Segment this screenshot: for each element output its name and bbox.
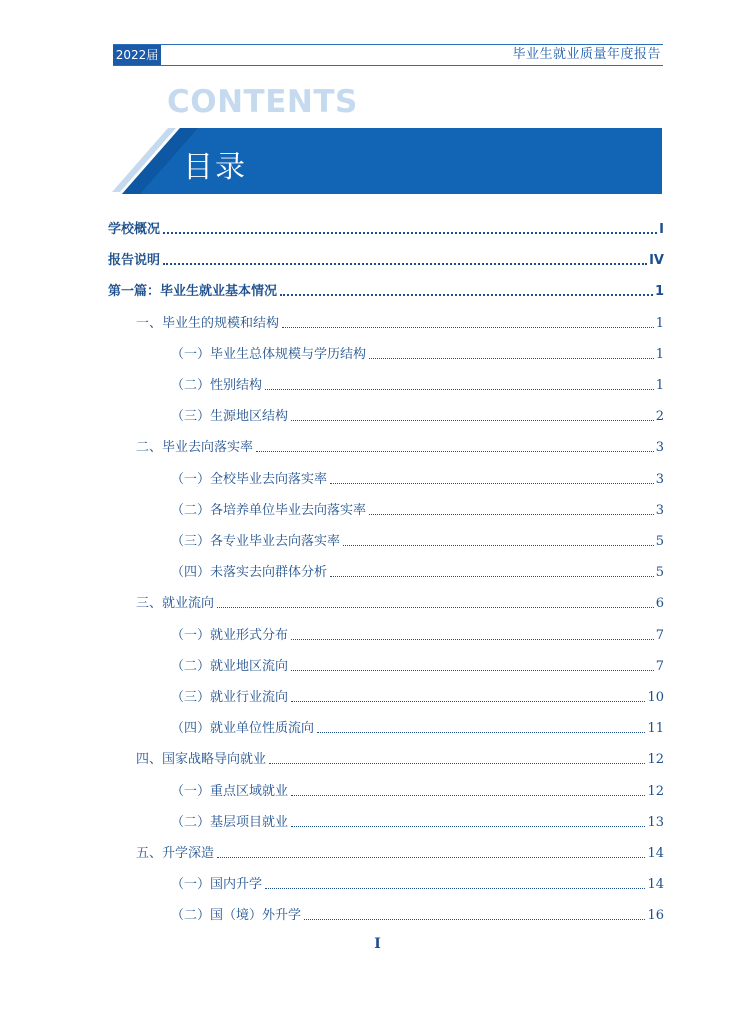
toc-title: 目录 [183, 150, 247, 185]
toc-entry-label: （二）国（境）外升学 [171, 908, 302, 923]
toc-entry-page: 1 [654, 284, 664, 299]
toc-entry[interactable] [171, 499, 664, 519]
toc-entry[interactable] [108, 280, 664, 300]
toc-entry-page: 2 [655, 409, 664, 424]
toc-entry[interactable] [171, 904, 664, 924]
toc-dot-leader [330, 576, 654, 577]
toc-dot-leader [163, 263, 647, 265]
toc-entry[interactable] [171, 655, 664, 675]
toc-dot-leader [265, 888, 645, 889]
toc-entry-page: 7 [655, 628, 664, 643]
toc-entry-label: （一）重点区域就业 [171, 784, 289, 799]
toc-entry[interactable] [171, 811, 664, 831]
toc-entry-label: 报告说明 [108, 253, 161, 268]
toc-entry-label: （三）各专业毕业去向落实率 [171, 534, 341, 549]
toc-dot-leader [280, 294, 653, 296]
toc-entry-label: （二）基层项目就业 [171, 815, 289, 830]
toc-entry-label: （一）国内升学 [171, 877, 263, 892]
toc-dot-leader [269, 763, 645, 764]
toc-entry-page: 12 [647, 752, 664, 767]
toc-entry-page: 1 [655, 378, 664, 393]
toc-entry[interactable] [136, 748, 664, 768]
toc-entry-page: 3 [655, 503, 664, 518]
toc-dot-leader [256, 451, 654, 452]
toc-entry-page: 12 [647, 784, 664, 799]
toc-entry-page: 1 [655, 347, 664, 362]
toc-entry-label: 学校概况 [108, 222, 161, 237]
page-header [113, 44, 663, 66]
toc-dot-leader [369, 358, 654, 359]
toc-entry-page: 13 [647, 815, 664, 830]
toc-entry-page: 14 [647, 846, 664, 861]
toc-entry[interactable] [171, 468, 664, 488]
toc-entry[interactable] [171, 530, 664, 550]
toc-entry-label: 第一篇：毕业生就业基本情况 [108, 284, 278, 299]
toc-entry-label: （一）就业形式分布 [171, 628, 289, 643]
toc-dot-leader [217, 607, 654, 608]
toc-dot-leader [291, 795, 645, 796]
toc-entry-label: 一、毕业生的规模和结构 [136, 316, 280, 331]
toc-entry[interactable] [171, 405, 664, 425]
toc-dot-leader [343, 545, 654, 546]
toc-entry-label: 三、就业流向 [136, 596, 215, 611]
toc-entry-page: I [659, 222, 664, 237]
toc-entry-label: （四）未落实去向群体分析 [171, 565, 328, 580]
toc-entry-label: （一）全校毕业去向落实率 [171, 472, 328, 487]
toc-entry[interactable] [171, 873, 664, 893]
toc-entry[interactable] [136, 436, 664, 456]
toc-entry-page: 3 [655, 440, 664, 455]
toc-entry-page: 16 [647, 908, 664, 923]
toc-entry[interactable] [171, 686, 664, 706]
toc-entry-label: （三）生源地区结构 [171, 409, 289, 424]
toc-entry[interactable] [108, 218, 664, 238]
toc-entry[interactable] [136, 842, 664, 862]
toc-entry-label: 二、毕业去向落实率 [136, 440, 254, 455]
header-year-badge: 2022届 [113, 45, 161, 65]
header-report-title: 毕业生就业质量年度报告 [512, 47, 661, 62]
toc-entry-page: 5 [655, 565, 664, 580]
toc-entry-label: （一）毕业生总体规模与学历结构 [171, 347, 367, 362]
toc-entry-label: 五、升学深造 [136, 846, 215, 861]
toc-entry-page: 6 [655, 596, 664, 611]
toc-entry[interactable] [136, 312, 664, 332]
toc-entry[interactable] [171, 717, 664, 737]
toc-dot-leader [282, 327, 654, 328]
toc-entry-label: （二）就业地区流向 [171, 659, 289, 674]
toc-dot-leader [163, 232, 657, 234]
toc-entry-label: （三）就业行业流向 [171, 690, 289, 705]
toc-dot-leader [291, 670, 654, 671]
toc-dot-leader [291, 701, 645, 702]
contents-heading-en: CONTENTS [167, 84, 358, 120]
toc-dot-leader [291, 826, 645, 827]
toc-entry-page: 5 [655, 534, 664, 549]
toc-entry-page: IV [649, 253, 664, 268]
toc-dot-leader [304, 919, 645, 920]
toc-entry-page: 1 [655, 316, 664, 331]
toc-entry-page: 14 [647, 877, 664, 892]
toc-entry-page: 3 [655, 472, 664, 487]
toc-entry[interactable] [171, 624, 664, 644]
toc-entry-label: （四）就业单位性质流向 [171, 721, 315, 736]
toc-entry[interactable] [171, 343, 664, 363]
toc-dot-leader [265, 389, 654, 390]
toc-dot-leader [217, 857, 645, 858]
toc-entry[interactable] [136, 592, 664, 612]
toc-entry-page: 7 [655, 659, 664, 674]
toc-entry-page: 11 [647, 721, 664, 736]
page-number: I [374, 936, 381, 952]
toc-dot-leader [291, 420, 654, 421]
toc-dot-leader [291, 639, 654, 640]
toc-dot-leader [330, 483, 654, 484]
toc-dot-leader [369, 514, 654, 515]
toc-entry[interactable] [171, 780, 664, 800]
toc-dot-leader [317, 732, 645, 733]
toc-entry-label: 四、国家战略导向就业 [136, 752, 267, 767]
toc-entry-page: 10 [647, 690, 664, 705]
toc-entry[interactable] [171, 374, 664, 394]
header-bottom-rule [113, 65, 663, 66]
toc-entry-label: （二）性别结构 [171, 378, 263, 393]
toc-entry[interactable] [108, 249, 664, 269]
toc-entry-label: （二）各培养单位毕业去向落实率 [171, 503, 367, 518]
toc-entry[interactable] [171, 561, 664, 581]
